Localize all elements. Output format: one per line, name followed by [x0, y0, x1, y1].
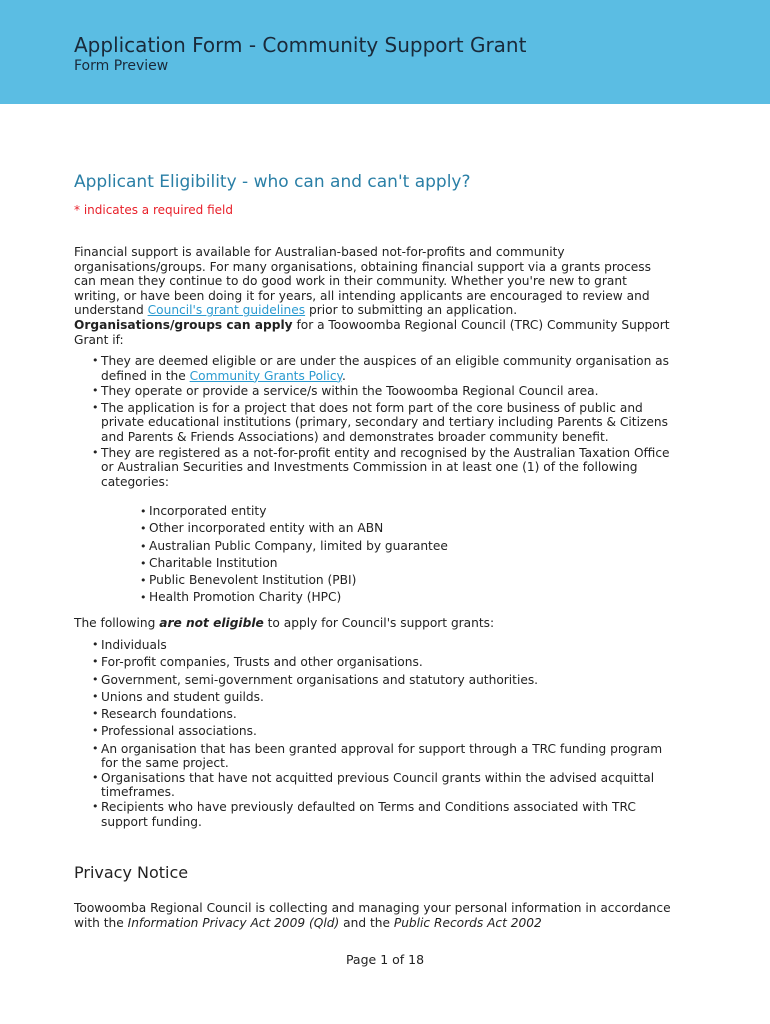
privacy-act-name: Information Privacy Act 2009 (Qld): [127, 915, 340, 930]
category-item: • Other incorporated entity with an ABN: [140, 520, 660, 537]
list-item: • Recipients who have previously defaulted on Terms and Conditions associated with TRC support funding.: [92, 800, 682, 829]
category-item: • Australian Public Company, limited by guarantee: [140, 538, 660, 555]
list-item: • Organisations that have not acquitted previous Council grants within the advised acquittal timeframes.: [92, 771, 682, 800]
list-item: • Research foundations.: [92, 707, 682, 722]
intro-paragraph: [74, 245, 674, 347]
category-item: • Incorporated entity: [140, 503, 660, 520]
form-subtitle: Form Preview: [74, 58, 169, 74]
list-item: • They are registered as a not-for-profit entity and recognised by the Australian Taxation Office or Australian Securities and Investments Commission in at least one (1) of the following categories:: [92, 446, 672, 490]
list-item: • Unions and student guilds.: [92, 690, 682, 705]
page-number: Page 1 of 18: [345, 952, 425, 967]
community-grants-policy-link[interactable]: Community Grants Policy: [189, 368, 342, 383]
category-item: • Charitable Institution: [140, 555, 660, 572]
not-eligible-list: [92, 638, 682, 829]
category-item: • Health Promotion Charity (HPC): [140, 589, 660, 606]
list-item: • Individuals: [92, 638, 682, 653]
list-item: • They are deemed eligible or are under the auspices of an eligible community organisation as defined in the Community Grants Policy.: [92, 354, 672, 383]
eligible-categories-list: [140, 503, 660, 607]
intro-text: Financial support is available for Australian-based not-for-profits and community organisations/groups. For many organisations, obtaining financial support via a grants process can mean they continue to do good work in their community. Whether you're new to grant writing, or have been doing it for years, all intending applicants are encouraged to review and understand: [74, 245, 651, 318]
can-apply-text: for a Toowoomba Regional Council (TRC) Community Support Grant if:: [74, 317, 670, 347]
list-item: • They operate or provide a service/s within the Toowoomba Regional Council area.: [92, 384, 672, 399]
list-item: • The application is for a project that does not form part of the core business of public and private educational institutions (primary, secondary and tertiary including Parents & Citizens and Parents & Friends Associations) and demonstrates broader community benefit.: [92, 401, 672, 445]
not-eligible-emphasis: are not eligible: [159, 616, 264, 630]
grant-guidelines-link[interactable]: Council's grant guidelines: [147, 303, 306, 318]
privacy-paragraph: Toowoomba Regional Council is collecting and managing your personal information in accordance with the Information Privacy Act 2009 (Qld) and the Public Records Act 2002: [74, 901, 671, 930]
intro-text-end: prior to submitting an application.: [305, 303, 518, 318]
list-item: • Government, semi-government organisations and statutory authorities.: [92, 673, 682, 688]
eligible-list: [92, 354, 672, 489]
category-item: • Public Benevolent Institution (PBI): [140, 572, 660, 589]
list-item: • For-profit companies, Trusts and other organisations.: [92, 655, 682, 670]
can-apply-lead: Organisations/groups can apply: [74, 317, 293, 332]
not-eligible-lead: The following are not eligible to apply for Council's support grants:: [74, 616, 495, 630]
records-act-name: Public Records Act 2002: [393, 915, 542, 930]
list-item: • Professional associations.: [92, 724, 682, 739]
privacy-notice-title: Privacy Notice: [74, 863, 189, 882]
required-field-note: * indicates a required field: [74, 203, 233, 217]
section-title: Applicant Eligibility - who can and can't apply?: [74, 172, 471, 192]
form-header: [0, 0, 770, 104]
list-item: • An organisation that has been granted approval for support through a TRC funding program for the same project.: [92, 742, 682, 771]
form-title: Application Form - Community Support Grant: [74, 33, 527, 57]
